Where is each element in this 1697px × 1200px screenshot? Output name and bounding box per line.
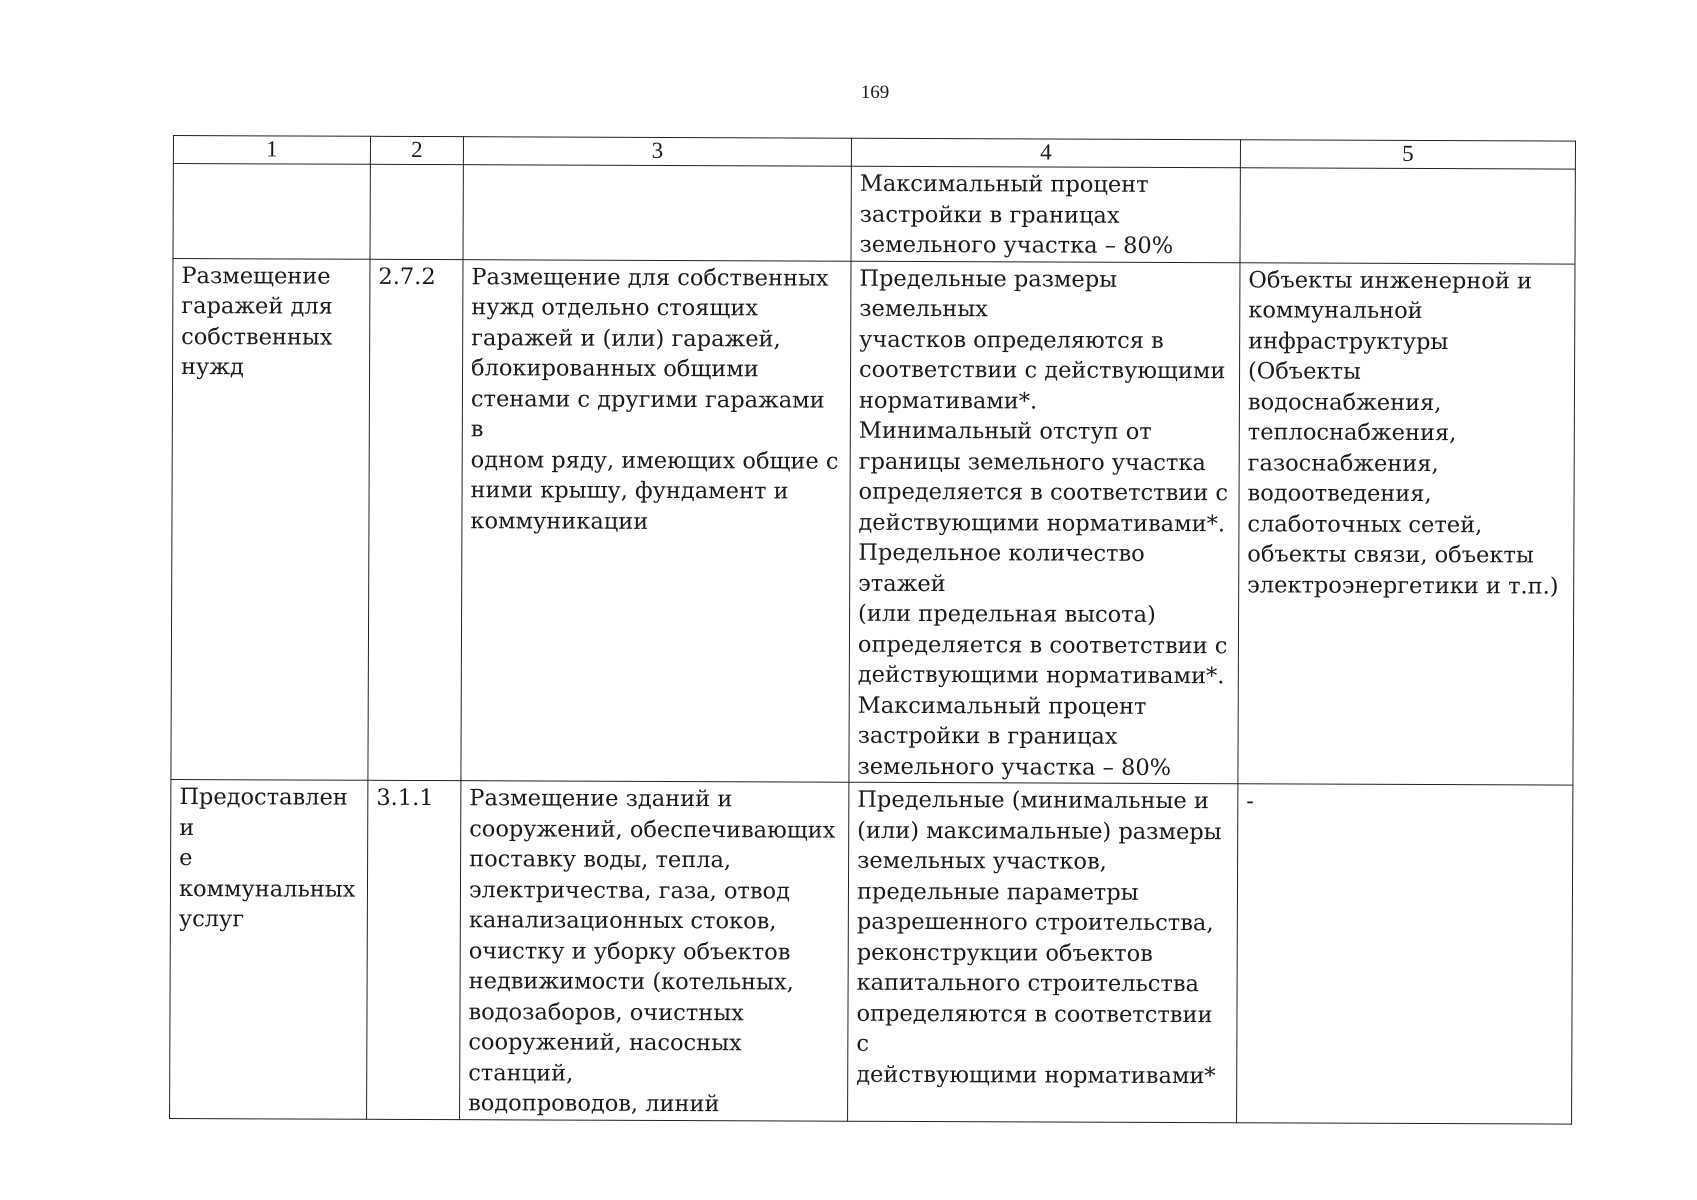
cell-parameters: Предельные размеры земельных участков определяются в соответствии с действующими нормативами*. Минимальный отступ от границы земельного участка определяется в соответствии с действующими нормативами*. Предельное количество этажей (или предельная высота) определяется в соответствии с действующими нормативами*. Максимальный процент застройки в границах земельного участка – 80% — [849, 261, 1240, 784]
table-row — [173, 164, 1575, 264]
table-row — [170, 779, 1573, 1123]
cell-use-name: Предоставлени е коммунальных услуг — [170, 779, 368, 1118]
cell-description: Размещение для собственных нужд отдельно стоящих гаражей и (или) гаражей, блокированных общими стенами с другими гаражами в одном ряду, имеющих общие с ними крышу, фундамент и коммуникации — [461, 259, 851, 782]
cell-use-name — [173, 164, 370, 259]
cell-code: 2.7.2 — [368, 259, 463, 781]
header-col-5: 5 — [1240, 140, 1575, 169]
cell-objects: Объекты инженерной и коммунальной инфраструктуры (Объекты водоснабжения, теплоснабжения, газоснабжения, водоотведения, слаботочных сетей, объекты связи, объекты электроэнергетики и т.п.) — [1238, 262, 1575, 785]
cell-description — [463, 165, 851, 261]
header-col-1: 1 — [173, 136, 370, 165]
cell-objects: - — [1237, 784, 1573, 1124]
cell-code: 3.1.1 — [367, 780, 461, 1119]
cell-description: Размещение зданий и сооружений, обеспечивающих поставку воды, тепла, электричества, газа, отвод канализационных стоков, очистку и уборку объектов недвижимости (котельных, водозаборов, очистных сооружений, насосных станций, водопроводов, линий — [460, 781, 849, 1121]
cell-use-name: Размещение гаражей для собственных нужд — [171, 258, 370, 780]
page-number: 169 — [860, 82, 890, 103]
header-col-3: 3 — [463, 137, 851, 167]
land-use-table — [169, 135, 1576, 1124]
cell-parameters: Максимальный процент застройки в границах земельного участка – 80% — [851, 166, 1240, 262]
cell-parameters: Предельные (минимальные и (или) максимальные) размеры земельных участков, предельные параметры разрешенного строительства, реконструкции объектов капитального строительства определяются в соответствии с действующими нормативами* — [848, 782, 1238, 1122]
cell-objects — [1240, 168, 1575, 264]
table-row — [171, 258, 1575, 785]
cell-code — [370, 164, 463, 259]
header-col-4: 4 — [851, 138, 1240, 168]
header-col-2: 2 — [370, 136, 463, 164]
